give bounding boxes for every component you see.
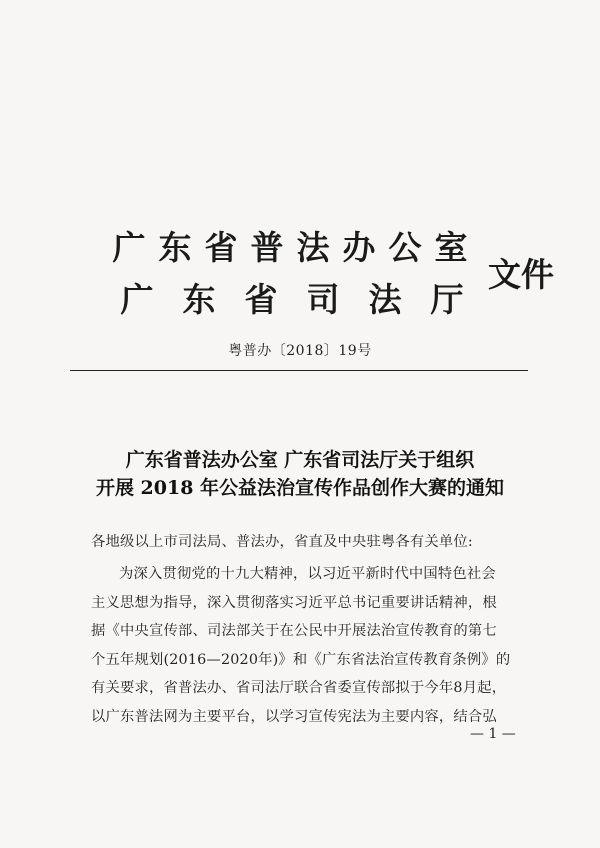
body-line: 为深入贯彻党的十九大精神，以习近平新时代中国特色社会: [119, 566, 496, 582]
issuer-char: 省: [244, 280, 278, 319]
issuer-char: 东: [182, 280, 216, 319]
body-paragraph: [91, 564, 531, 735]
issuer-char: 司: [306, 280, 340, 319]
issuer-char: 法: [296, 228, 330, 267]
issuer-char: 东: [158, 228, 192, 267]
page-number: — 1 —: [470, 726, 516, 742]
issuer-char: 公: [388, 228, 422, 267]
issuer-char: 广: [112, 228, 146, 267]
notice-title-line-1: 广东省普法办公室 广东省司法厅关于组织: [125, 449, 475, 471]
issuer-line-1: [106, 222, 474, 269]
issuer-char: 省: [204, 228, 238, 267]
body-line: 个五年规划(2016—2020年)》和《广东省法治宣传教育条例》的: [91, 651, 511, 668]
body-line: 有关要求，省普法办、省司法厅联合省委宣传部拟于今年8月起，: [91, 680, 507, 696]
salutation: 各地级以上市司法局、普法办，省直及中央驻粤各有关单位:: [91, 534, 473, 550]
issuer-char: 广: [120, 280, 154, 319]
issuer-char: 室: [434, 228, 468, 267]
document-type-label: 文件: [488, 255, 554, 294]
document-number: 粤普办〔2018〕19号: [228, 343, 372, 359]
issuer-line-2: [106, 274, 478, 321]
issuer-char: 法: [368, 280, 402, 319]
issuer-char: 普: [250, 228, 284, 267]
header-divider: [70, 370, 528, 371]
issuer-char: 办: [342, 228, 376, 267]
body-line: 据《中央宣传部、司法部关于在公民中开展法治宣传教育的第七: [91, 623, 497, 639]
body-line: 以广东普法网为主要平台，以学习宣传宪法为主要内容，结合弘: [91, 708, 497, 725]
issuer-char: 厅: [430, 280, 464, 319]
body-line: 主义思想为指导，深入贯彻落实习近平总书记重要讲话精神，根: [91, 594, 497, 611]
notice-title-line-2: 开展 2018 年公益法治宣传作品创作大赛的通知: [95, 477, 505, 499]
